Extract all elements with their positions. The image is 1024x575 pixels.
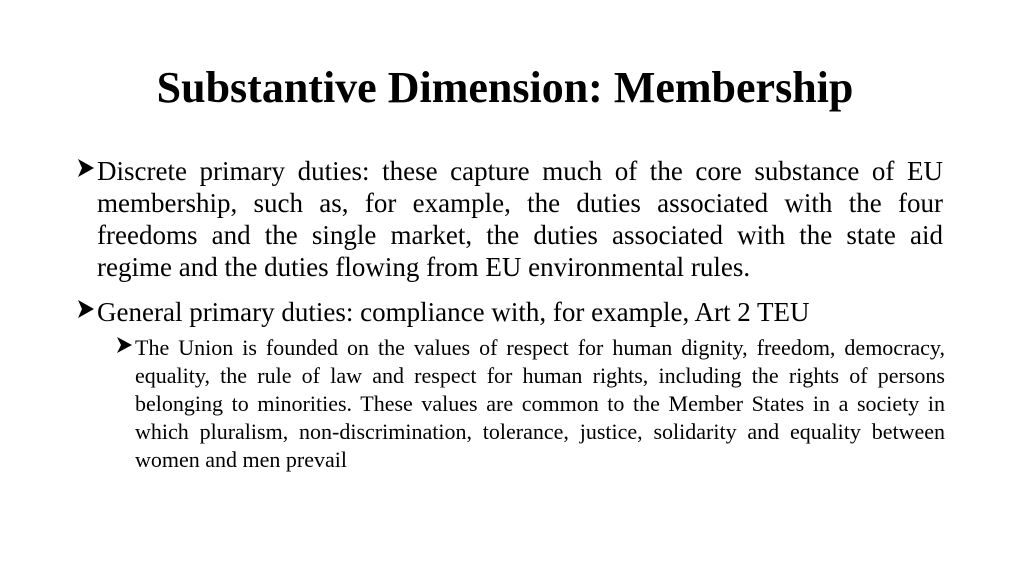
bullet-general-primary-duties — [75, 296, 943, 328]
arrowhead-bullet-icon — [75, 155, 97, 181]
arrowhead-bullet-icon — [115, 334, 135, 356]
bullet-text: Discrete primary duties: these capture much of the core substance of EU membership, such as, for example, the duties associated with the four freedoms and the single market, the duties associated with the state aid regime and the duties flowing from EU environmental rules. — [97, 156, 943, 282]
sub-bullet-text: The Union is founded on the values of respect for human dignity, freedom, democracy, equality, the rule of law and respect for human rights, including the rights of persons belonging to minorities. These values are common to the Member States in a society in which pluralism, non-discrimination, tolerance, justice, solidarity and equality between women and men prevail — [135, 335, 945, 472]
slide-title: Substantive Dimension: Membership — [156, 63, 854, 112]
sub-bullet-art2-teu-quote — [115, 334, 945, 474]
bullet-text: General primary duties: compliance with, for example, Art 2 TEU — [97, 297, 810, 327]
bullet-discrete-primary-duties — [75, 155, 943, 283]
arrowhead-bullet-icon — [75, 296, 97, 322]
